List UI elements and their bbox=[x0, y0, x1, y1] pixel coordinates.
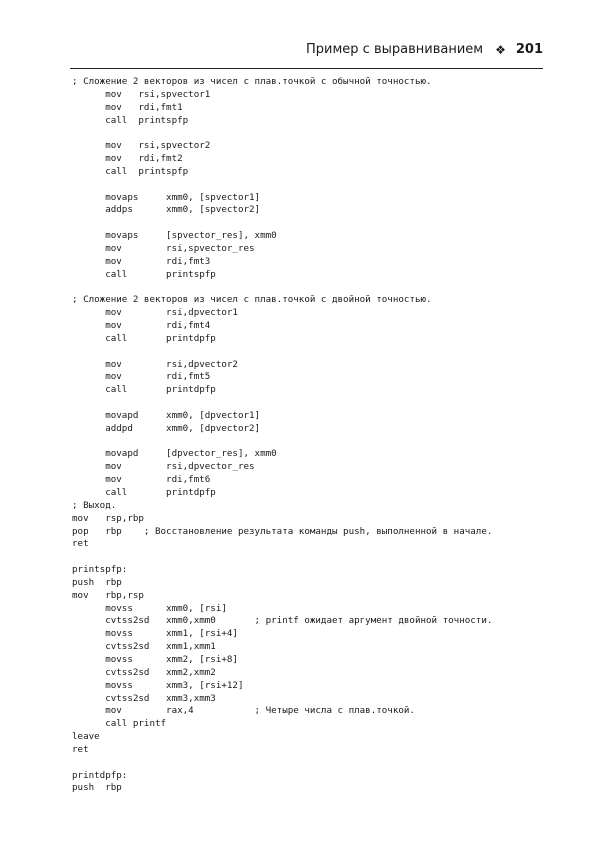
code-line: movss xmm2, [rsi+8] bbox=[72, 653, 238, 665]
code-line: movapd xmm0, [dpvector1] bbox=[72, 409, 261, 421]
code-line: movaps [spvector_res], xmm0 bbox=[72, 230, 277, 242]
code-line: mov rsi,spvector1 bbox=[72, 88, 211, 100]
code-line bbox=[72, 127, 552, 140]
page-number: 201 bbox=[515, 42, 543, 57]
code-line: cvtss2sd xmm3,xmm3 bbox=[72, 692, 216, 704]
code-line: ; Сложение 2 векторов из чисел с плав.точкой с двойной точностью. bbox=[72, 294, 432, 306]
code-line: movss xmm1, [rsi+4] bbox=[72, 628, 238, 640]
code-line: call printspfp bbox=[72, 114, 189, 126]
code-line: mov rsi,dpvector1 bbox=[72, 307, 238, 319]
code-line: leave bbox=[72, 731, 100, 743]
code-line: addps xmm0, [spvector2] bbox=[72, 204, 261, 216]
code-line: movapd [dpvector_res], xmm0 bbox=[72, 448, 277, 460]
code-line: mov rsi,spvector_res bbox=[72, 242, 255, 254]
code-line: call printdpfp bbox=[72, 384, 216, 396]
code-line bbox=[72, 217, 552, 230]
code-line bbox=[72, 551, 552, 564]
diamond-separator-icon: ❖ bbox=[495, 43, 506, 57]
code-line: mov rsi,spvector2 bbox=[72, 140, 211, 152]
code-line: call printspfp bbox=[72, 268, 216, 280]
code-line: pop rbp ; Восстановление результата команды push, выполненной в начале. bbox=[72, 525, 493, 537]
code-line: movaps xmm0, [spvector1] bbox=[72, 191, 261, 203]
code-line: mov rdi,fmt2 bbox=[72, 153, 183, 165]
code-line bbox=[72, 757, 552, 770]
code-line: push rbp bbox=[72, 576, 122, 588]
code-line: mov rsi,dpvector2 bbox=[72, 358, 238, 370]
code-line bbox=[72, 282, 552, 295]
code-line: call printdpfp bbox=[72, 487, 216, 498]
code-line: printdpfp: bbox=[72, 769, 128, 781]
header-title: Пример с выравниванием bbox=[306, 42, 484, 57]
code-line: call printf bbox=[72, 718, 167, 730]
code-line: movss xmm3, [rsi+12] bbox=[72, 679, 244, 691]
code-line: mov rsp,rbp bbox=[72, 512, 144, 524]
code-line: push rbp bbox=[72, 782, 122, 794]
code-line: movss xmm0, [rsi] bbox=[72, 602, 227, 614]
code-listing bbox=[72, 76, 552, 795]
code-line: mov rsi,dpvector_res bbox=[72, 461, 255, 473]
code-line bbox=[72, 346, 552, 359]
code-line: mov rdi,fmt6 bbox=[72, 474, 211, 486]
code-line: mov rax,4 ; Четыре числа с плав.точкой. bbox=[72, 705, 415, 717]
code-line bbox=[72, 397, 552, 410]
code-line: call printspfp bbox=[72, 165, 189, 177]
code-line: call printdpfp bbox=[72, 332, 216, 344]
code-line: ret bbox=[72, 743, 89, 755]
code-line: addpd xmm0, [dpvector2] bbox=[72, 422, 261, 434]
code-line: ret bbox=[72, 538, 89, 550]
code-line: ; Выход. bbox=[72, 499, 117, 511]
code-line: cvtss2sd xmm0,xmm0 ; printf ожидает аргумент двойной точности. bbox=[72, 615, 493, 627]
code-line: cvtss2sd xmm2,xmm2 bbox=[72, 666, 216, 678]
code-line: mov rdi,fmt4 bbox=[72, 320, 211, 332]
code-line bbox=[72, 436, 552, 449]
code-line: mov rdi,fmt3 bbox=[72, 255, 211, 267]
code-line: mov rbp,rsp bbox=[72, 589, 144, 601]
code-line bbox=[72, 179, 552, 192]
code-line: ; Сложение 2 векторов из чисел с плав.точкой с обычной точностью. bbox=[72, 76, 432, 87]
code-line: printspfp: bbox=[72, 564, 128, 576]
code-line: cvtss2sd xmm1,xmm1 bbox=[72, 641, 216, 653]
code-line: mov rdi,fmt5 bbox=[72, 371, 211, 383]
running-header bbox=[70, 42, 543, 69]
code-line: mov rdi,fmt1 bbox=[72, 101, 183, 113]
